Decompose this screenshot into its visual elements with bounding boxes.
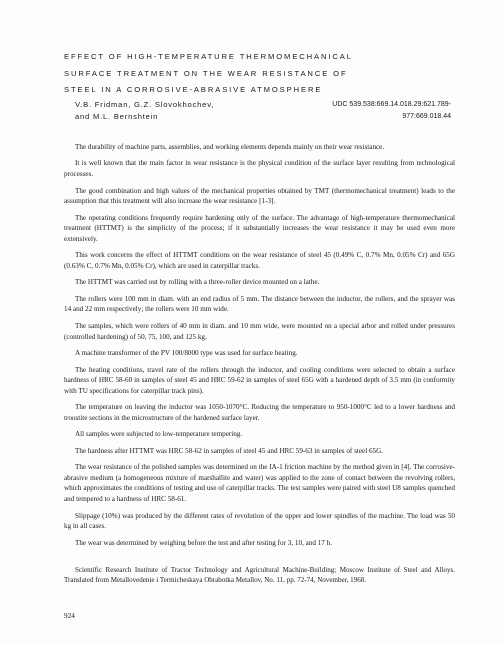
udc-classification — [332, 99, 451, 123]
udc-line: 977:669.018.44 — [402, 113, 451, 120]
title-line: SURFACE TREATMENT ON THE WEAR RESISTANCE OF — [64, 68, 348, 78]
body-paragraph: The samples, which were rollers of 40 mm in diam. and 10 mm wide, were mounted on a special arbor and rolled under pressures (controlled hardening) of 50, 75, 100, and 125 kg. — [64, 321, 455, 341]
page-number: 924 — [64, 612, 75, 620]
author-line: V.B. Fridman, G.Z. Slovokhochev, — [75, 100, 215, 109]
body-paragraph: The durability of machine parts, assemblies, and working elements depends mainly on their wear resistance. — [75, 143, 385, 151]
footnote-text: Scientific Research Institute of Tractor Technology and Agricultural Machine-Building; Moscow Institute of Steel and Alloys. Translated from Metallovedenie i Termicheskaya Obrabotka Metallov, No. 11, pp. 72-74, November, 1968. — [64, 566, 455, 585]
article-body — [64, 142, 455, 554]
body-paragraph: The wear was determined by weighing before the test and after testing for 3, 10, and 17 h. — [75, 538, 332, 547]
affiliation-footnote — [64, 565, 455, 586]
title-line: EFFECT OF HIGH-TEMPERATURE THERMOMECHANICAL — [64, 52, 353, 61]
body-paragraph: Slippage (10%) was produced by the different rates of revolution of the upper and lower spindles of the machine. The load was 50 kg in all cases. — [64, 511, 455, 531]
body-paragraph: The good combination and high values of the mechanical properties obtained by TMT (thermomechanical treatment) leads to the assumption that this treatment will also increase the wear resistance [1-3]. — [64, 186, 455, 206]
body-paragraph: The operating conditions frequently require hardening only of the surface. The advantage of high-temperature thermomechanical treatment (HTTMT) is the simplicity of the process; if it substantially increases the wear resistance it may be used even more extensively. — [64, 213, 455, 243]
body-paragraph: All samples were subjected to low-temperature tempering. — [75, 430, 243, 439]
body-paragraph: The rollers were 100 mm in diam. with an end radius of 5 mm. The distance between the inductor, the rollers, and the sprayer was 14 and 22 mm respectively; the rollers were 10 mm wide. — [64, 294, 455, 314]
body-paragraph: The wear resistance of the polished samples was determined on the IA-1 friction machine by the method given in [4]. The corrosive-abrasive medium (a homogeneous mixture of marshallite and water) was applied to the zone of contact between the revolving rollers, which approximates the conditions of testing and use of caterpillar tracks. The test samples were paired with steel U8 samples quenched and tempered to a hardness of HRC 58-61. — [64, 463, 455, 504]
body-paragraph: This work concerns the effect of HTTMT conditions on the wear resistance of steel 45 (0.49% C, 0.7% Mn, 0.05% Cr) and 65G (0.63% C, 0.7% Mn, 0.05% Cr), which are used in caterpillar tracks. — [64, 251, 455, 270]
title-line: STEEL IN A CORROSIVE-ABRASIVE ATMOSPHERE — [64, 85, 323, 94]
author-block — [75, 99, 214, 123]
body-paragraph: The hardness after HTTMT was HRC 58-62 in samples of steel 45 and HRC 59-63 in samples of steel 65G. — [75, 446, 384, 455]
udc-line: UDC 539.538:669.14.018.29:621.789- — [332, 101, 451, 108]
paper-title — [64, 49, 464, 99]
author-line: and M.L. Bernshtein — [75, 112, 159, 121]
body-paragraph: The HTTMT was carried out by rolling with a three-roller device mounted on a lathe. — [75, 278, 320, 287]
body-paragraph: A machine transformer of the PV 100/8000 type was used for surface heating. — [75, 349, 298, 358]
body-paragraph: The temperature on leaving the inductor was 1050-1070°C. Reducing the temperature to 950-1000°C led to a lower hardness and troostite sections in the microstructure of the hardened surface layer. — [64, 403, 455, 422]
body-paragraph: It is well known that the main factor in wear resistance is the physical condition of the surface layer resulting from technological processes. — [64, 159, 455, 179]
body-paragraph: The heating conditions, travel rate of the rollers through the inductor, and cooling conditions were selected to obtain a surface hardness of HRC 58-60 in samples of steel 45 and HRC 59-62 in samples of steel 65G with a hardened depth of 3.5 mm (in conformity with TU specifications for caterpillar track pins). — [64, 365, 455, 395]
